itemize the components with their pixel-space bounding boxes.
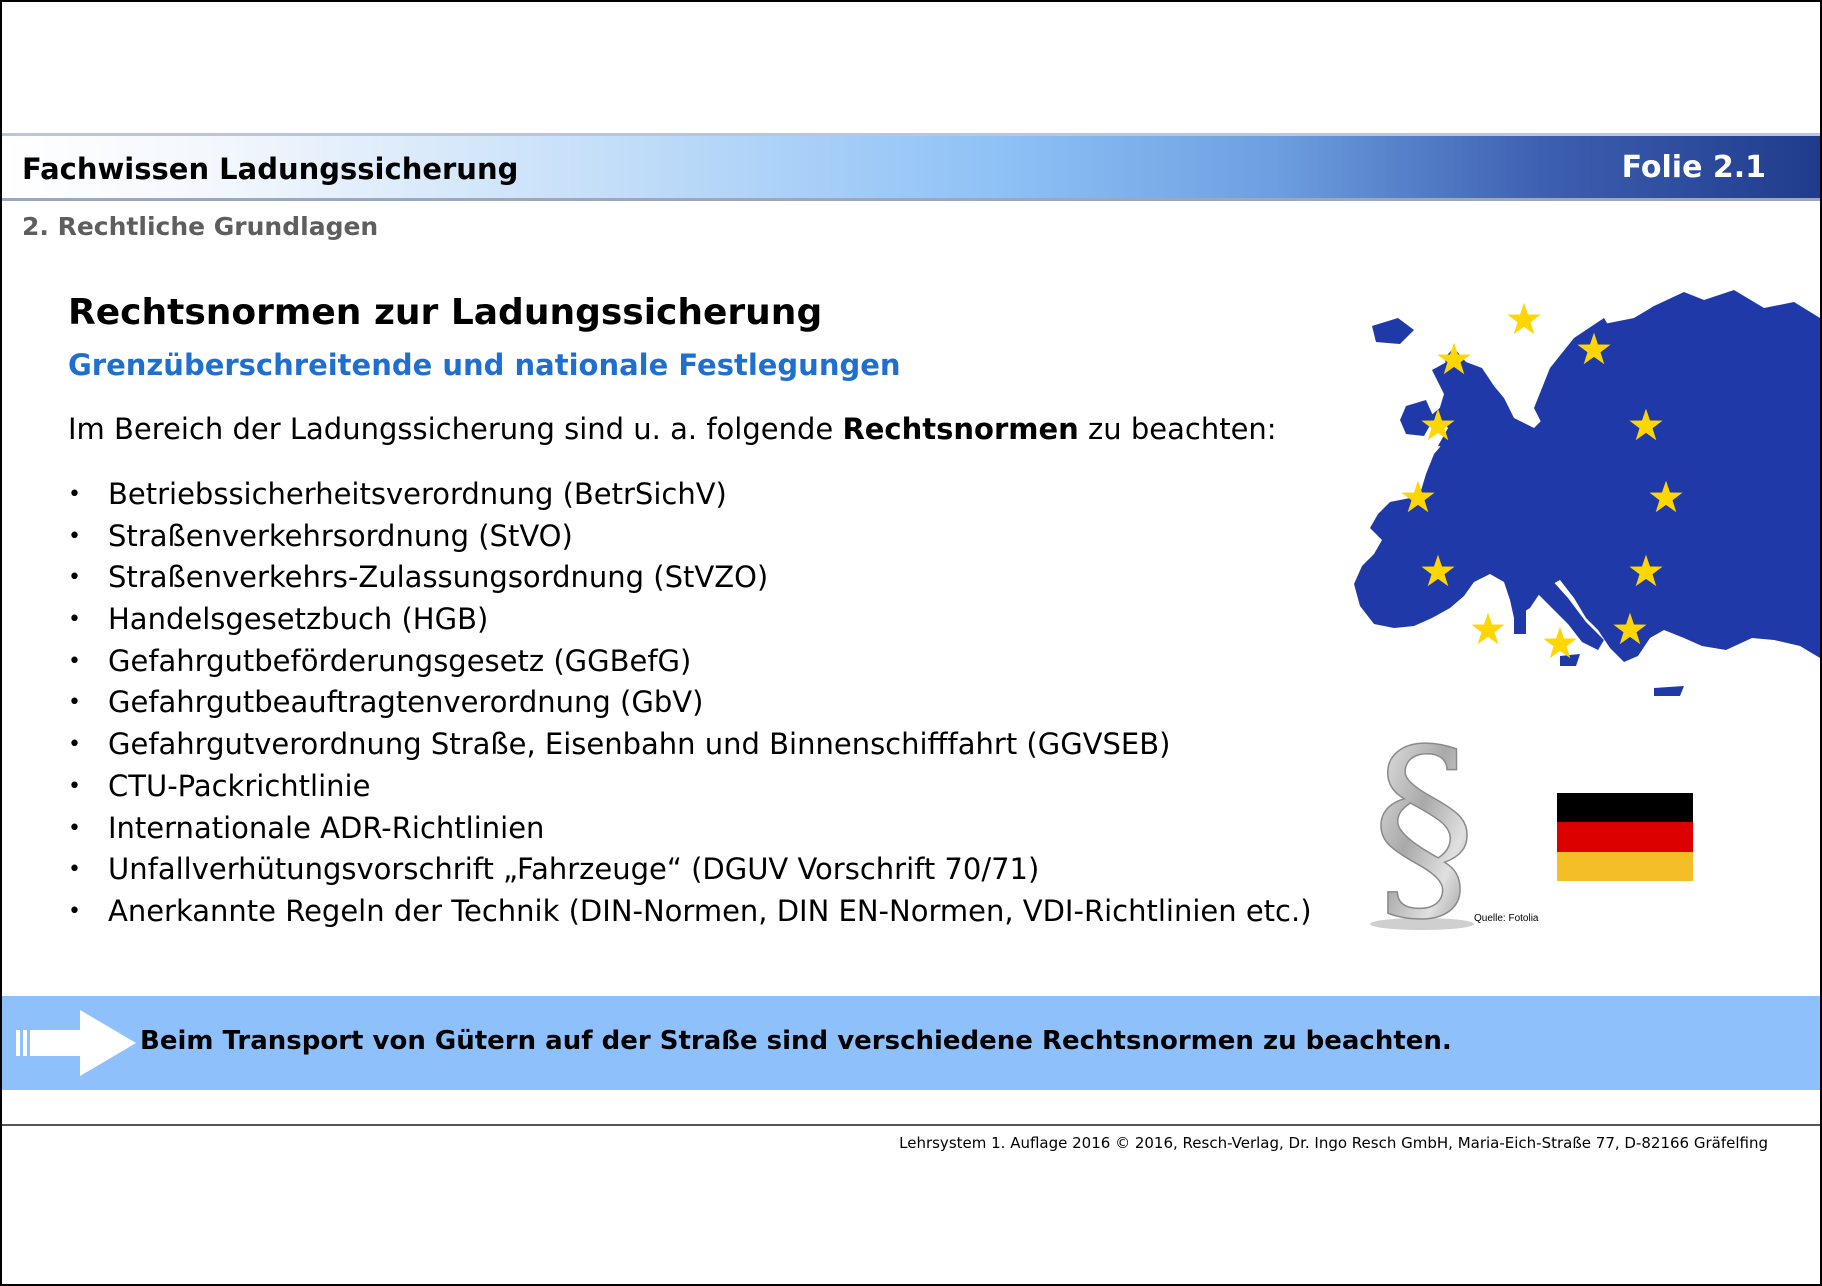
footer-divider (2, 1124, 1820, 1126)
list-item-text: Unfallverhütungsvorschrift „Fahrzeuge“ (DGUV Vorschrift 70/71) (108, 852, 1040, 887)
bullet-icon: • (68, 732, 81, 758)
svg-text:§: § (1371, 714, 1477, 934)
list-item-text: Gefahrgutbeförderungsgesetz (GGBefG) (108, 643, 692, 678)
copyright: Lehrsystem 1. Auflage 2016 © 2016, Resch-Verlag, Dr. Ingo Resch GmbH, Maria-Eich-Straße 77, D-82166 Gräfelfing (899, 1134, 1768, 1152)
list-item-text: Handelsgesetzbuch (HGB) (108, 602, 489, 637)
page-subtitle: Grenzüberschreitende und nationale Festlegungen (68, 348, 901, 382)
bullet-icon: • (68, 648, 81, 674)
header-bar (2, 133, 1820, 201)
list-item-text: Straßenverkehrs-Zulassungsordnung (StVZO) (108, 560, 769, 595)
intro-text (68, 412, 1277, 446)
list-item-text: Internationale ADR-Richtlinien (108, 810, 545, 845)
slide-number: Folie 2.1 (1621, 150, 1766, 185)
bullet-icon: • (68, 815, 81, 841)
star-icon (1543, 627, 1576, 659)
bullet-icon: • (68, 523, 81, 549)
bullet-icon: • (68, 773, 81, 799)
bullet-icon: • (68, 607, 81, 633)
list-item-text: Gefahrgutbeauftragtenverordnung (GbV) (108, 685, 704, 720)
flag-band-red (1557, 822, 1693, 851)
paragraph-sign-icon (1362, 714, 1502, 934)
page-title: Rechtsnormen zur Ladungssicherung (68, 292, 823, 333)
bullet-icon: • (68, 898, 81, 924)
bullet-icon: • (68, 565, 81, 591)
list-item-text: Gefahrgutverordnung Straße, Eisenbahn und Binnenschifffahrt (GGVSEB) (108, 727, 1171, 762)
intro-text-start: Im Bereich der Ladungssicherung sind u. a. folgende (68, 412, 843, 446)
banner-text: Beim Transport von Gütern auf der Straße sind verschiedene Rechtsnormen zu beachten. (140, 1026, 1452, 1056)
header-title: Fachwissen Ladungssicherung (22, 152, 519, 186)
list-item-text: Betriebssicherheitsverordnung (BetrSichV) (108, 477, 727, 511)
flag-band-gold (1557, 852, 1693, 881)
bullet-icon: • (68, 857, 81, 883)
photo-source: Quelle: Fotolia (1474, 913, 1539, 924)
list-item-text: Anerkannte Regeln der Technik (DIN-Normen, DIN EN-Normen, VDI-Richtlinien etc.) (108, 893, 1312, 928)
german-flag (1557, 793, 1693, 881)
iceland (1372, 318, 1414, 344)
star-icon (1471, 613, 1504, 645)
ireland (1400, 400, 1434, 436)
list-item-text: Straßenverkehrsordnung (StVO) (108, 518, 573, 553)
star-icon (1507, 303, 1540, 335)
arrow-right-icon (16, 1010, 138, 1076)
bullet-icon: • (68, 482, 81, 507)
europe-map-icon (1354, 278, 1820, 748)
intro-text-end: zu beachten: (1078, 412, 1277, 446)
intro-text-bold: Rechtsnormen (842, 412, 1079, 446)
list-item-text: CTU-Packrichtlinie (108, 768, 371, 803)
section-title: 2. Rechtliche Grundlagen (22, 212, 379, 241)
info-banner (2, 996, 1820, 1090)
bullet-icon: • (68, 690, 81, 716)
flag-band-black (1557, 793, 1693, 822)
